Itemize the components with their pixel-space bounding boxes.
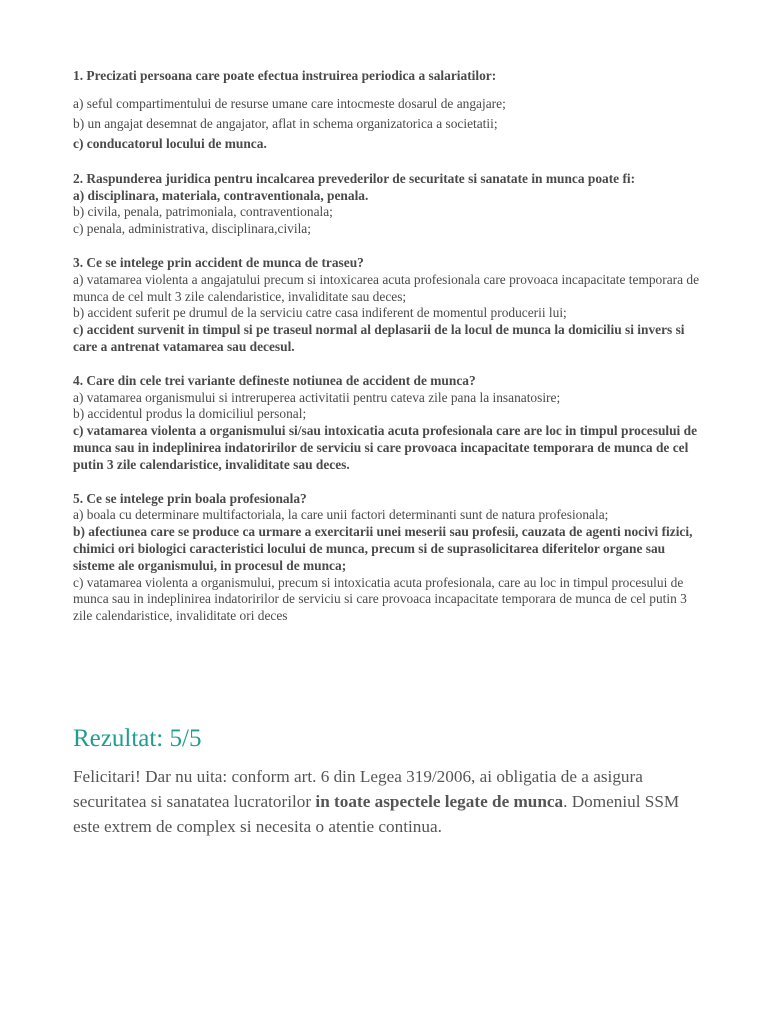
answer-option: c) vatamarea violenta a organismului, precum si intoxicatia acuta profesionala, care au loc in timpul procesului de munca sau in indeplinirea indatoririlor de serviciu si care provoaca incapacitate temporara de munca de cel putin 3 zile calendaristice, invaliditate ori deces bbox=[73, 574, 687, 624]
question-2 bbox=[73, 171, 703, 238]
quiz-questions bbox=[73, 68, 703, 642]
correct-answer-option: b) afectiunea care se produce ca urmare a exercitarii unei meserii sau profesii, cauzata de agenti nocivi fizici, chimici ori biologici caracteristici locului de munca, precum si de suprasolicitarea diferitelor organe sau sisteme ale organismului, in procesul de munca; bbox=[73, 524, 693, 573]
answer-option: c) penala, administrativa, disciplinara,civila; bbox=[73, 221, 311, 237]
result-score: Rezultat: 5/5 bbox=[73, 725, 202, 752]
correct-answer-option: a) disciplinara, materiala, contraventionala, penala. bbox=[73, 187, 369, 203]
answer-option: b) accident suferit pe drumul de la serviciu catre casa indiferent de momentul producerii lui; bbox=[73, 305, 567, 321]
question-5 bbox=[73, 491, 703, 625]
result-message-text: Felicitari! Dar nu uita: conform art. 6 din Legea 319/2006, ai obligatia de a asigura securitatea si sanatatea lucratorilor bbox=[73, 767, 643, 811]
result-message-text: . Domeniul SSM este extrem de complex si necesita o atentie continua. bbox=[73, 792, 680, 836]
correct-answer-option: c) vatamarea violenta a organismului si/sau intoxicatia acuta profesionala care are loc in timpul procesului de munca sau in indeplinirea indatoririlor de serviciu si care provoaca incapacitate temporara de munca de cel putin 3 zile calendaristice, invaliditate sau deces. bbox=[73, 423, 698, 472]
question-title: 5. Ce se intelege prin boala profesionala? bbox=[73, 490, 307, 506]
question-title: 4. Care din cele trei variante defineste notiunea de accident de munca? bbox=[73, 372, 476, 388]
question-1 bbox=[73, 68, 703, 154]
result-message-emphasis: in toate aspectele legate de munca bbox=[315, 792, 564, 811]
answer-option: a) boala cu determinare multifactoriala, la care unii factori determinanti sunt de natura profesionala; bbox=[73, 507, 609, 523]
question-title: 1. Precizati persoana care poate efectua instruirea periodica a salariatilor: bbox=[73, 68, 497, 83]
answer-option: b) un angajat desemnat de angajator, aflat in schema organizatorica a societatii; bbox=[73, 115, 498, 131]
question-title: 2. Raspunderea juridica pentru incalcarea prevederilor de securitate si sanatate in munca poate fi: bbox=[73, 170, 636, 186]
question-4 bbox=[73, 373, 703, 474]
answer-option: b) civila, penala, patrimoniala, contraventionala; bbox=[73, 204, 333, 220]
question-title: 3. Ce se intelege prin accident de munca de traseu? bbox=[73, 254, 364, 270]
question-3 bbox=[73, 255, 703, 356]
correct-answer-option: c) accident survenit in timpul si pe traseul normal al deplasarii de la locul de munca la domiciliu si invers si care a antrenat vatamarea sau decesul. bbox=[73, 322, 685, 354]
result-message bbox=[73, 764, 703, 839]
answer-option: a) seful compartimentului de resurse umane care intocmeste dosarul de angajare; bbox=[73, 95, 506, 111]
answer-option: a) vatamarea violenta a angajatului precum si intoxicarea acuta profesionala care provoaca incapacitate temporara de munca de cel mult 3 zile calendaristice, invaliditate sau deces; bbox=[73, 271, 700, 304]
answer-option: b) accidentul produs la domiciliul personal; bbox=[73, 406, 307, 422]
answer-option: a) vatamarea organismului si intreruperea activitatii pentru cateva zile pana la insanatosire; bbox=[73, 389, 561, 405]
correct-answer-option: c) conducatorul locului de munca. bbox=[73, 135, 267, 151]
